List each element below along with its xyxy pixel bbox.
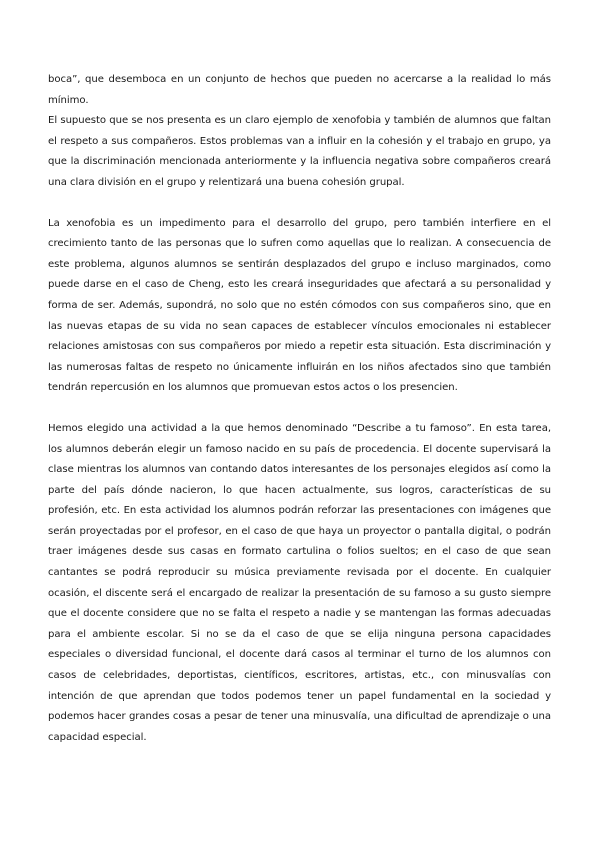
document-page [48,70,551,748]
paragraph-xenophobia-impact: La xenofobia es un impedimento para el desarrollo del grupo, pero también interfiere en el crecimiento tanto de las personas que lo sufren como aquellas que lo realizan. A consecuencia de este problema, algunos alumnos se sentirán desplazados del grupo e incluso marginados, como puede darse en el caso de Cheng, esto les creará inseguridades que afectará a su personalidad y forma de ser. Además, supondrá, no solo que no estén cómodos con sus compañeros sino, que en las nuevas etapas de su vida no sean capaces de establecer vínculos emocionales ni establecer relaciones amistosas con sus compañeros por miedo a repetir esta situación. Esta discriminación y las numerosas faltas de respeto no únicamente influirán en los niños afectados sino que también tendrán repercusión en los alumnos que promuevan estos actos o los presencien. [48,217,551,394]
paragraph-spacer [48,399,551,419]
paragraph-xenophobia-example: El supuesto que se nos presenta es un claro ejemplo de xenofobia y también de alumnos que faltan el respeto a sus compañeros. Estos problemas van a influir en la cohesión y el trabajo en grupo, ya que la discriminación mencionada anteriormente y la influencia negativa sobre compañeros creará una clara división en el grupo y relentizará una buena cohesión grupal. [48,115,551,188]
paragraph-continuation: boca”, que desemboca en un conjunto de hechos que pueden no acercarse a la realidad lo más mínimo. [48,74,551,106]
paragraph-spacer [48,194,551,214]
paragraph-activity: Hemos elegido una actividad a la que hemos denominado “Describe a tu famoso”. En esta tarea, los alumnos deberán elegir un famoso nacido en su país de procedencia. El docente supervisará la clase mientras los alumnos van contando datos interesantes de los personajes elegidos así como la parte del país dónde nacieron, lo que hacen actualmente, sus logros, características de su profesión, etc. En esta actividad los alumnos podrán reforzar las presentaciones con imágenes que serán proyectadas por el profesor, en el caso de que haya un proyector o pantalla digital, o podrán traer imágenes desde sus casas en formato cartulina o folios sueltos; en el caso de que sean cantantes se podrá reproducir su música previamente revisada por el docente. En cualquier ocasión, el discente será el encargado de realizar la presentación de su famoso a su gusto siempre que el docente considere que no se falta el respeto a nadie y se mantengan las formas adecuadas para el ambiente escolar. Si no se da el caso de que se elija ninguna persona capacidades especiales o diversidad funcional, el docente dará casos al terminar el turno de los alumnos con casos de celebridades, deportistas, científicos, escritores, artistas, etc., con minusvalías con intención de que aprendan que todos podemos tener un papel fundamental en la sociedad y podemos hacer grandes cosas a pesar de tener una minusvalía, una dificultad de aprendizaje o una capacidad especial. [48,422,551,743]
